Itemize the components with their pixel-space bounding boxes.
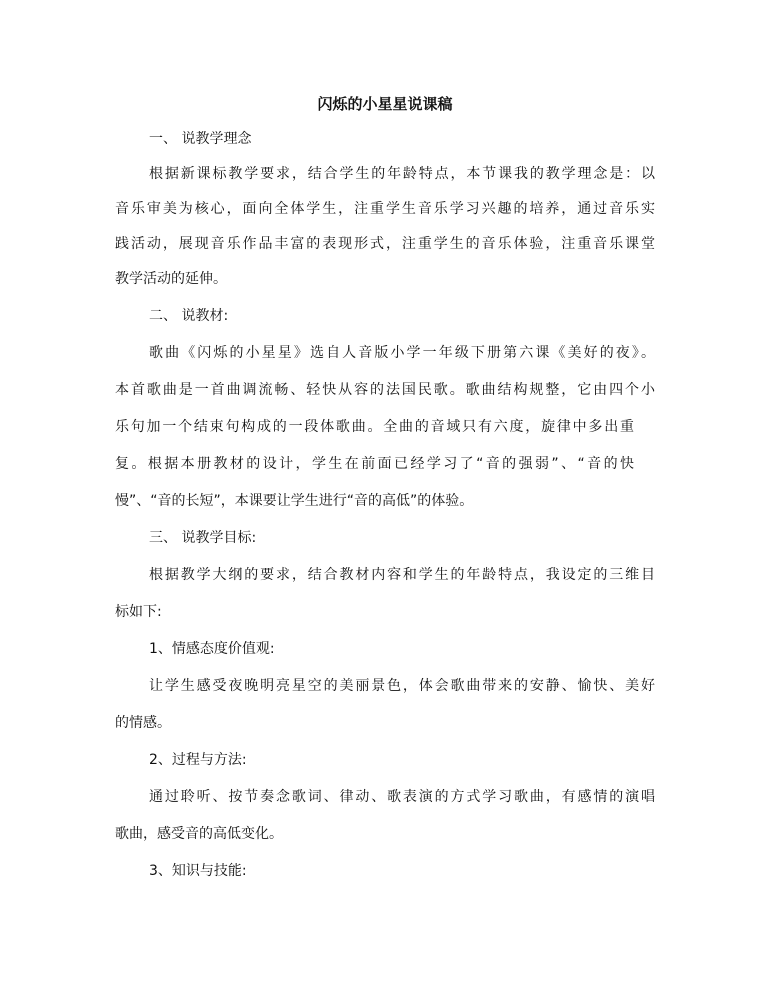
paragraph-line: 的情感。 xyxy=(115,715,171,731)
paragraph-line: 教学活动的延伸。 xyxy=(115,271,227,287)
paragraph-line: 让学生感受夜晚明亮星空的美丽景色，体会歌曲带来的安静、愉快、美好 xyxy=(149,678,655,694)
paragraph-line: 根据教学大纲的要求，结合教材内容和学生的年龄特点，我设定的三维目 xyxy=(149,567,655,583)
paragraph-line: 乐句加一个结束句构成的一段体歌曲。全曲的音域只有六度，旋律中多出重 xyxy=(115,419,634,435)
paragraph-line: 音乐审美为核心，面向全体学生，注重学生音乐学习兴趣的培养，通过音乐实 xyxy=(115,201,655,217)
subheading-knowledge-skills: 3、知识与技能: xyxy=(149,863,247,879)
paragraph-line: 歌曲，感受音的高低变化。 xyxy=(115,826,283,842)
subheading-emotion-attitude-values: 1、情感态度价值观: xyxy=(149,641,275,657)
paragraph-line: 复。根据本册教材的设计，学生在前面已经学习了“音的强弱”、“音的快 xyxy=(115,456,634,472)
paragraph-line: 根据新课标教学要求，结合学生的年龄特点，本节课我的教学理念是：以 xyxy=(149,166,655,182)
paragraph-line: 通过聆听、按节奏念歌词、律动、歌表演的方式学习歌曲，有感情的演唱 xyxy=(149,789,655,805)
subheading-process-methods: 2、过程与方法: xyxy=(149,752,247,768)
paragraph-line: 标如下: xyxy=(115,604,162,620)
document-title: 闪烁的小星星说课稿 xyxy=(317,95,453,113)
paragraph-line: 本首歌曲是一首曲调流畅、轻快从容的法国民歌。歌曲结构规整，它由四个小 xyxy=(115,382,655,398)
section-heading-teaching-objectives: 三、 说教学目标: xyxy=(149,530,257,546)
paragraph-line: 慢”、“音的长短”，本课要让学生进行“音的高低”的体验。 xyxy=(115,493,474,509)
paragraph-line: 践活动，展现音乐作品丰富的表现形式，注重学生的音乐体验，注重音乐课堂 xyxy=(115,236,655,252)
section-heading-teaching-philosophy: 一、 说教学理念 xyxy=(149,131,252,147)
section-heading-textbook: 二、 说教材: xyxy=(149,308,229,324)
paragraph-line: 歌曲《闪烁的小星星》选自人音版小学一年级下册第六课《美好的夜》。 xyxy=(149,345,655,361)
